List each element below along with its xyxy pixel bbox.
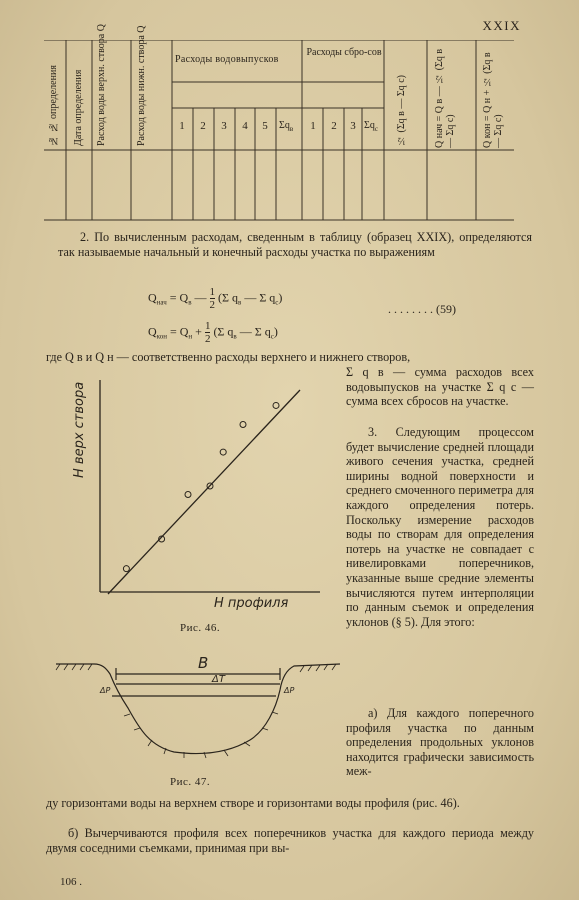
data-point	[240, 422, 246, 428]
channel-profile	[56, 664, 340, 754]
table-sample-number: XXIX	[482, 18, 521, 33]
figure-47-right-mark: ΔP	[284, 686, 295, 695]
col-header-initial-flow: Q нач = Q в — ½ (Σq в — Σq с)	[434, 48, 456, 148]
col-header-number: № № определения	[48, 65, 59, 146]
data-point	[185, 491, 191, 497]
col-header-half-difference: ½ (Σq в — Σq с)	[396, 75, 407, 146]
equation-number: . . . . . . . . (59)	[388, 302, 456, 316]
paragraph-b: б) Вычерчиваются профиля всех поперечников участка для каждого периода между двумя соседними съемками, принимая при вы-	[46, 826, 534, 855]
outlet-col-2: 2	[200, 120, 206, 132]
col-header-final-flow: Q кон = Q н + ½ (Σq в — Σq с)	[482, 52, 504, 148]
regression-line	[108, 390, 300, 594]
figure-47-delta-label: ΔT	[212, 674, 225, 685]
outlet-col-3: 3	[221, 120, 227, 132]
figure-47-caption: Рис. 47.	[170, 776, 211, 788]
col-sum-spills: $\Sigma q_с$	[364, 120, 378, 133]
paragraph-a-continued: ду горизонтами воды на верхнем створе и горизонтами воды профиля (рис. 46).	[46, 796, 460, 810]
paragraph-a: а) Для каждого поперечного профиля участка по данным определения продольных уклонов находится графически зависимость меж-	[346, 706, 534, 779]
page-number: 106 .	[60, 876, 82, 888]
data-point	[220, 449, 226, 455]
paragraph-where: где Q в и Q н — соответственно расходы верхнего и нижнего створов,	[46, 350, 411, 364]
figure-46-caption: Рис. 46.	[180, 622, 221, 634]
figure-46-graph	[70, 372, 340, 612]
col-header-lower-flow: Расход воды нижн. створа Q	[136, 25, 147, 146]
losses-table	[44, 24, 514, 222]
outlet-col-1: 1	[179, 120, 185, 132]
paragraph-2: 2. По вычисленным расходам, сведенным в таблицу (образец XXIX), определяются так называемые начальный и конечный расходы участка по выражениям	[58, 230, 532, 259]
figure-46-ylabel: H верх створа	[72, 381, 87, 478]
col-group-spills: Расходы сбро-сов	[306, 47, 382, 58]
paragraph-sums: Σ q в — сумма расходов всех водовыпусков на участке Σ q с — сумма всех сбросов на участке.	[346, 365, 534, 409]
formula-final-flow: $Q_{кон} = Q_н$ + $\frac{1}{2}$ (Σ $q_в$ — Σ $q_c$)	[148, 320, 278, 345]
paragraph-3: 3. Следующим процессом будет вычисление средней площади живого сечения участка, средней ширины водной поверхности и среднего смоченного периметра для каждого определения потерь. Поскольку измерение расходов воды по створам для определения потерь на участке не совпадает с нивелировками поперечников, указанные выше средние элементы вычисляются путем интерполяции по данным съемок и определения уклонов (§ 5). Для этого:	[346, 425, 534, 629]
figure-47-left-mark: ΔP	[100, 686, 111, 695]
col-sum-outlets: $\Sigma q_в$	[279, 120, 294, 133]
col-header-date: Дата определения	[73, 69, 84, 146]
spill-col-2: 2	[331, 120, 337, 132]
outlet-col-5: 5	[262, 120, 268, 132]
spill-col-1: 1	[310, 120, 316, 132]
col-group-outlets: Расходы водовыпусков	[175, 54, 279, 65]
data-point	[123, 566, 129, 572]
col-header-upper-flow: Расход воды верхн. створа Q	[96, 24, 107, 146]
formula-initial-flow: $Q_{нач} = Q_в$ — $\frac{1}{2}$ (Σ $q_в$ — Σ $q_c$)	[148, 286, 283, 311]
figure-47-width-label: B	[198, 654, 209, 672]
outlet-col-4: 4	[242, 120, 248, 132]
spill-col-3: 3	[350, 120, 356, 132]
data-point	[273, 402, 279, 408]
figure-46-xlabel: H профиля	[214, 596, 289, 611]
